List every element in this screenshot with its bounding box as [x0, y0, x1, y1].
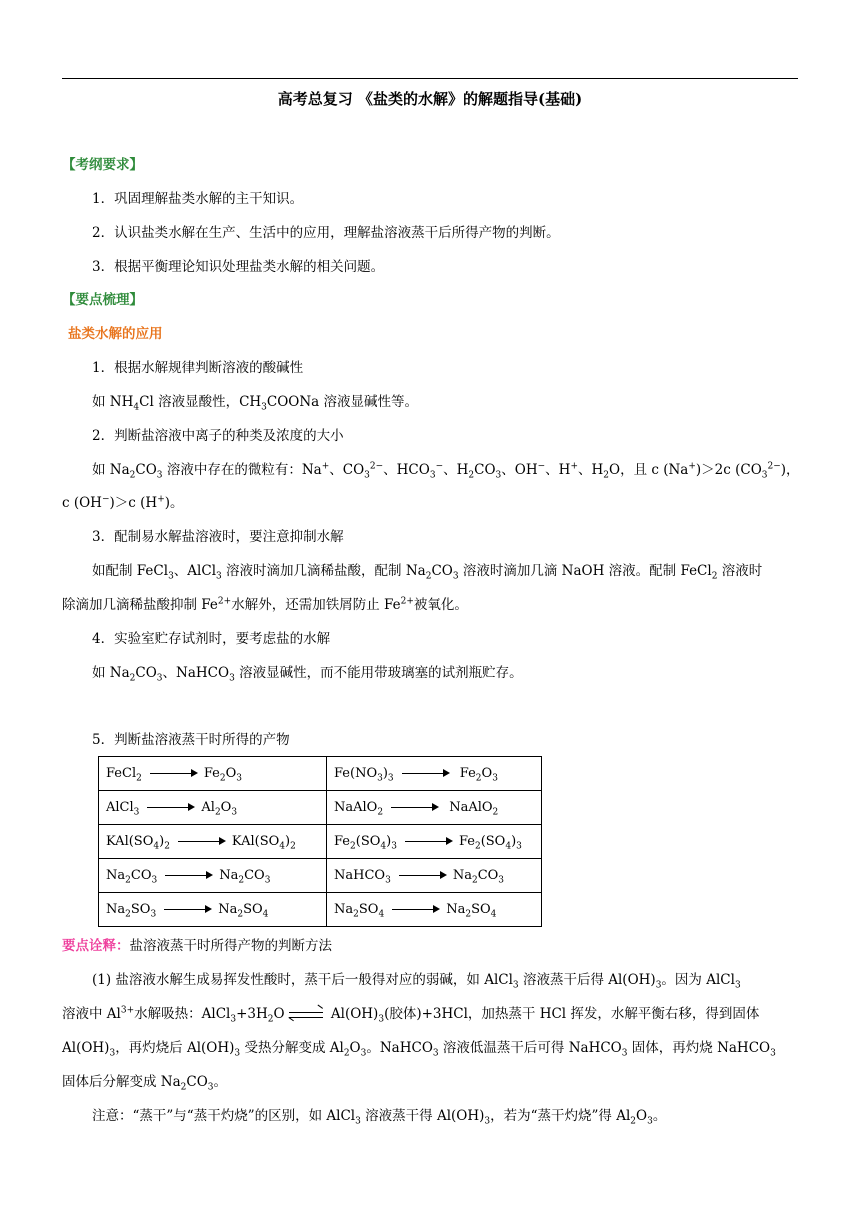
arrow-right-icon: [399, 871, 447, 879]
evaporation-products-table: [98, 756, 542, 927]
note-text-line3: $Al(OH)_3$，再灼烧后 $Al(OH)_3$ 受热分解变成 $Al_2O_3$。NaHCO$_3$ 溶液低温蒸干后可得 NaHCO$_3$ 固体，再灼烧 NaHCO$_3$: [62, 1040, 776, 1059]
point-4-text: 如 $Na_2CO_3$、NaHCO$_3$ 溶液显碱性，而不能用带玻璃塞的试剂瓶贮存。: [92, 665, 523, 684]
equilibrium-arrow-icon: [289, 1010, 323, 1020]
table-cell: $KAl(SO_4)_2$ $KAl(SO_4)_2$: [99, 825, 327, 859]
point-2-text-line1: 如 $Na_2CO_3$ 溶液中存在的微粒有：Na+、$CO_3^{2-}$、$HCO_3^-$、$H_2CO_3$、OH−、H+、$H_2O$，且 c (Na+)＞2c $(CO_3^{2-})$，: [92, 461, 800, 481]
table-row: [99, 791, 542, 825]
arrow-right-icon: [150, 769, 198, 777]
point-3-title: 3．配制易水解盐溶液时，要注意抑制水解: [92, 529, 344, 545]
table-row: [99, 893, 542, 927]
note-label: 要点诠释：: [62, 938, 130, 954]
table-cell: NaAlO$_2$ NaAlO$_2$: [327, 791, 542, 825]
arrow-right-icon: [164, 905, 212, 913]
page-title: 高考总复习 《盐类的水解》的解题指导(基础): [277, 90, 583, 108]
exam-req-item-1: 1．巩固理解盐类水解的主干知识。: [92, 191, 304, 207]
exam-requirements-heading: 【考纲要求】: [62, 157, 143, 173]
table-cell: $Na_2CO_3$ $Na_2CO_3$: [99, 859, 327, 893]
table-cell: AlCl$_3$ $Al_2O_3$: [99, 791, 327, 825]
point-5-title: 5．判断盐溶液蒸干时所得的产物: [92, 732, 290, 748]
point-1-title: 1．根据水解规律判断溶液的酸碱性: [92, 360, 304, 376]
arrow-right-icon: [391, 803, 439, 811]
point-3-text-line2: 除滴加几滴稀盐酸抑制 $Fe^{2+}$水解外，还需加铁屑防止 $Fe^{2+}$被氧化。: [62, 596, 468, 613]
table-cell: $Fe(NO_3)_3$ $Fe_2O_3$: [327, 757, 542, 791]
table-row: [99, 825, 542, 859]
arrow-right-icon: [402, 769, 450, 777]
table-row: [99, 757, 542, 791]
note-text-line2: 溶液中 $Al^{3+}$水解吸热：$AlCl_3+3H_2O$ $Al(OH)_3$(胶体)+3HCl，加热蒸干 HCl 挥发，水解平衡右移，得到固体: [62, 1005, 760, 1025]
note-text-line4: 固体后分解变成 $Na_2CO_3$。: [62, 1074, 228, 1093]
table-cell: FeCl$_2$ $Fe_2O_3$: [99, 757, 327, 791]
exam-req-item-2: 2．认识盐类水解在生产、生活中的应用，理解盐溶液蒸干后所得产物的判断。: [92, 225, 560, 241]
point-1-text: 如 $NH_4Cl$ 溶液显酸性，$CH_3COONa$ 溶液显碱性等。: [92, 394, 419, 413]
arrow-right-icon: [178, 837, 226, 845]
key-points-heading: 【要点梳理】: [62, 292, 143, 308]
note-text-line1: (1) 盐溶液水解生成易挥发性酸时，蒸干后一般得对应的弱碱，如 AlCl$_3$ 溶液蒸干后得 $Al(OH)_3$。因为 AlCl$_3$: [92, 972, 741, 991]
note-title: 盐溶液蒸干时所得产物的判断方法: [129, 938, 332, 954]
arrow-right-icon: [405, 837, 453, 845]
note-attention: 注意：“蒸干”与“蒸干灼烧”的区别，如 AlCl$_3$ 溶液蒸干得 $Al(OH)_3$，若为“蒸干灼烧”得 $Al_2O_3$。: [92, 1108, 667, 1127]
point-3-text-line1: 如配制 FeCl$_3$、AlCl$_3$ 溶液时滴加几滴稀盐酸，配制 $Na_2CO_3$ 溶液时滴加几滴 NaOH 溶液。配制 FeCl$_2$ 溶液时: [92, 563, 763, 582]
table-cell: $Fe_2(SO_4)_3$ $Fe_2(SO_4)_3$: [327, 825, 542, 859]
table-cell: $Na_2SO_3$ $Na_2SO_4$: [99, 893, 327, 927]
table-row: [99, 859, 542, 893]
exam-req-item-3: 3．根据平衡理论知识处理盐类水解的相关问题。: [92, 259, 385, 275]
point-2-title: 2．判断盐溶液中离子的种类及浓度的大小: [92, 428, 344, 444]
point-4-title: 4．实验室贮存试剂时，要考虑盐的水解: [92, 631, 331, 647]
note-title-line: [62, 937, 332, 955]
header-rule: [62, 78, 798, 79]
table-cell: $Na_2SO_4$ $Na_2SO_4$: [327, 893, 542, 927]
point-2-text-line2: c (OH−)＞c (H+)。: [62, 494, 184, 511]
key-points-subheading: 盐类水解的应用: [68, 326, 163, 342]
table-cell: NaHCO$_3$ $Na_2CO_3$: [327, 859, 542, 893]
arrow-right-icon: [147, 803, 195, 811]
arrow-right-icon: [165, 871, 213, 879]
arrow-right-icon: [392, 905, 440, 913]
